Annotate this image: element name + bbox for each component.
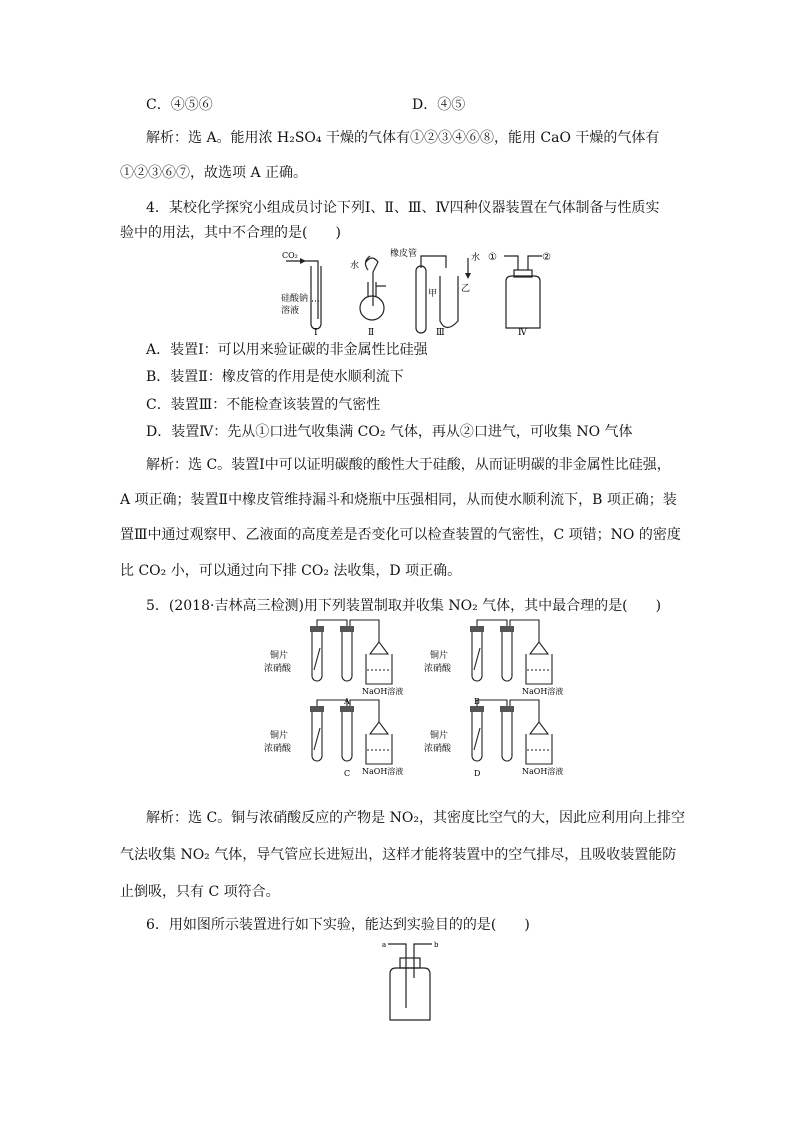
copper-label: 铜片 xyxy=(430,731,449,741)
answer-line: A 项正确；装置Ⅱ中橡皮管维持漏斗和烧瓶中压强相同，从而使水顺利流下，B 项正确；装 xyxy=(120,492,677,508)
option-c: C．④⑤⑥ xyxy=(146,97,213,113)
acid-label: 浓硝酸 xyxy=(424,744,452,754)
answer-line: 气法收集 NO₂ 气体，导气管应长进短出，这样才能将装置中的空气排尽，且吸收装置能防 xyxy=(120,847,677,863)
option-d: D．装置Ⅳ：先从①口进气收集满 CO₂ 气体，再从②口进气，可收集 NO 气体 xyxy=(146,424,633,440)
answer-line: 解析：选 A。能用浓 H₂SO₄ 干燥的气体有①②③④⑥⑧，能用 CaO 干燥的气体有 xyxy=(146,130,660,146)
water-label-2: 水 xyxy=(471,253,481,263)
option-c: C．装置Ⅲ：不能检查该装置的气密性 xyxy=(146,397,381,413)
option-a: A．装置Ⅰ：可以用来验证碳的非金属性比硅强 xyxy=(146,342,428,358)
question-stem: 5．(2018·吉林高三检测)用下列装置制取并收集 NO₂ 气体，其中最合理的是( ) xyxy=(146,598,662,614)
figure-label-b: B xyxy=(474,697,480,706)
apparatus-figure-q4 xyxy=(278,246,558,336)
answer-line: 解析：选 C。装置Ⅰ中可以证明碳酸的酸性大于硅酸，从而证明碳的非金属性比硅强， xyxy=(146,457,671,473)
answer-line: 止倒吸，只有 C 项符合。 xyxy=(120,884,280,900)
rubber-tube-label: 橡皮管 xyxy=(390,249,418,259)
copper-label: 铜片 xyxy=(270,731,289,741)
device-label-3: Ⅲ xyxy=(436,328,445,336)
naoh-label: NaOH溶液 xyxy=(522,687,564,696)
question-stem: 4．某校化学探究小组成员讨论下列Ⅰ、Ⅱ、Ⅲ、Ⅳ四种仪器装置在气体制备与性质实 xyxy=(146,200,660,216)
option-d: D．④⑤ xyxy=(412,97,466,113)
question-stem: 6．用如图所示装置进行如下实验，能达到实验目的的是( ) xyxy=(146,917,530,933)
device-label-1: Ⅰ xyxy=(314,328,318,336)
option-b: B．装置Ⅱ：橡皮管的作用是使水顺利流下 xyxy=(146,369,404,385)
co2-label: CO₂ xyxy=(282,251,298,260)
silicate-label: 硅酸钠 xyxy=(281,294,309,304)
yi-label: 乙 xyxy=(461,284,471,294)
port-1-label: ① xyxy=(488,252,497,263)
acid-label: 浓硝酸 xyxy=(424,664,452,674)
copper-label: 铜片 xyxy=(430,651,449,661)
naoh-label: NaOH溶液 xyxy=(362,687,404,696)
solution-label: 溶液 xyxy=(281,306,300,316)
answer-line: ①②③⑥⑦，故选项 A 正确。 xyxy=(120,165,308,181)
answer-line: 解析：选 C。铜与浓硝酸反应的产物是 NO₂，其密度比空气的大，因此应利用向上排空 xyxy=(146,810,685,826)
answer-line: 比 CO₂ 小，可以通过向下排 CO₂ 法收集，D 项正确。 xyxy=(120,563,462,579)
device-label-2: Ⅱ xyxy=(368,328,375,336)
figure-label-d: D xyxy=(474,769,481,778)
apparatus-figure-q5 xyxy=(262,618,582,778)
port-b-label: b xyxy=(434,941,439,949)
jia-label: 甲 xyxy=(428,289,438,299)
acid-label: 浓硝酸 xyxy=(264,744,292,754)
port-a-label: a xyxy=(382,941,387,949)
water-label: 水 xyxy=(350,261,360,271)
gas-bottle-figure xyxy=(376,938,446,1028)
acid-label: 浓硝酸 xyxy=(264,664,292,674)
naoh-label: NaOH溶液 xyxy=(362,767,404,776)
copper-label: 铜片 xyxy=(270,651,289,661)
device-label-4: Ⅳ xyxy=(518,328,527,336)
figure-label-c: C xyxy=(344,769,351,778)
answer-line: 置Ⅲ中通过观察甲、乙液面的高度差是否变化可以检查装置的气密性，C 项错；NO 的密度 xyxy=(120,527,681,543)
figure-label-a: A xyxy=(344,697,350,706)
naoh-label: NaOH溶液 xyxy=(522,767,564,776)
port-2-label: ② xyxy=(542,252,551,263)
question-stem: 验中的用法，其中不合理的是( ) xyxy=(120,225,341,241)
